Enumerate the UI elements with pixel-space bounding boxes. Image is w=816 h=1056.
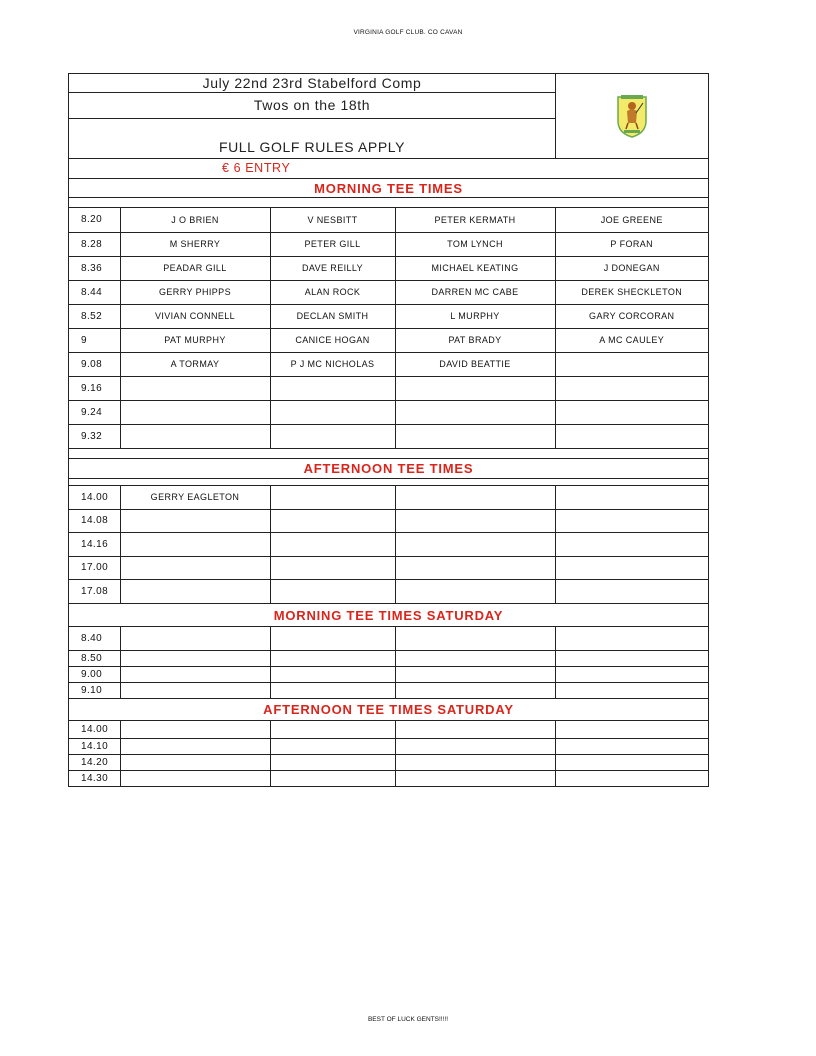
tee-time-row xyxy=(69,556,708,580)
player-slot xyxy=(395,683,555,699)
tee-time-row xyxy=(69,208,708,232)
player-slot xyxy=(555,667,708,683)
player-slot xyxy=(270,400,395,424)
tee-time: 17.08 xyxy=(69,580,120,604)
player-slot xyxy=(120,667,270,683)
player-slot xyxy=(120,683,270,699)
player-slot xyxy=(555,509,708,533)
player-slot xyxy=(270,533,395,557)
tee-time-row xyxy=(69,486,708,510)
tee-time: 9.32 xyxy=(69,424,120,448)
section-spacer xyxy=(69,198,708,208)
tee-time-row xyxy=(69,304,708,328)
player-slot xyxy=(395,376,555,400)
player-slot: JOE GREENE xyxy=(555,208,708,232)
tee-time: 14.16 xyxy=(69,533,120,557)
footer-message: BEST OF LUCK GENTS!!!!! xyxy=(367,1016,449,1023)
tee-time-row xyxy=(69,256,708,280)
player-slot: PETER GILL xyxy=(270,232,395,256)
tee-time: 17.00 xyxy=(69,556,120,580)
player-slot xyxy=(270,424,395,448)
player-slot: MICHAEL KEATING xyxy=(395,256,555,280)
player-slot xyxy=(120,400,270,424)
tee-time: 14.30 xyxy=(69,770,120,786)
club-name: VIRGINIA GOLF CLUB. CO CAVAN xyxy=(353,29,463,36)
player-slot xyxy=(555,400,708,424)
tee-time: 9.00 xyxy=(69,667,120,683)
player-slot: DARREN MC CABE xyxy=(395,280,555,304)
golf-club-crest-icon xyxy=(615,93,649,139)
tee-time-row xyxy=(69,754,708,770)
sheet-header xyxy=(69,73,708,158)
tee-time: 14.08 xyxy=(69,509,120,533)
tee-time-row xyxy=(69,509,708,533)
player-slot xyxy=(555,721,708,738)
tee-time: 8.52 xyxy=(69,304,120,328)
rules-note: FULL GOLF RULES APPLY xyxy=(218,139,406,155)
player-slot: PETER KERMATH xyxy=(395,208,555,232)
tee-time-row xyxy=(69,376,708,400)
tee-time-row xyxy=(69,667,708,683)
player-slot xyxy=(270,376,395,400)
player-slot: J DONEGAN xyxy=(555,256,708,280)
player-slot xyxy=(120,580,270,604)
morning-section-title: MORNING TEE TIMES xyxy=(69,178,708,198)
player-slot: L MURPHY xyxy=(395,304,555,328)
player-slot xyxy=(395,651,555,667)
player-slot xyxy=(120,533,270,557)
player-slot xyxy=(270,667,395,683)
tee-time: 9 xyxy=(69,328,120,352)
player-slot: DEREK SHECKLETON xyxy=(555,280,708,304)
saturday-morning-section-title: MORNING TEE TIMES SATURDAY xyxy=(69,604,708,627)
tee-sheet xyxy=(68,73,709,787)
player-slot xyxy=(270,580,395,604)
tee-time-row xyxy=(69,400,708,424)
player-slot: GERRY EAGLETON xyxy=(120,486,270,510)
tee-time-row xyxy=(69,651,708,667)
player-slot xyxy=(270,651,395,667)
tee-time: 8.50 xyxy=(69,651,120,667)
player-slot xyxy=(120,556,270,580)
player-slot xyxy=(395,754,555,770)
player-slot xyxy=(120,424,270,448)
player-slot xyxy=(555,770,708,786)
player-slot xyxy=(120,721,270,738)
saturday-afternoon-tee-table xyxy=(69,721,708,787)
afternoon-section-title: AFTERNOON TEE TIMES xyxy=(69,459,708,479)
tee-time: 9.16 xyxy=(69,376,120,400)
player-slot: PAT BRADY xyxy=(395,328,555,352)
entry-fee: € 6 ENTRY xyxy=(69,158,708,178)
player-slot: A MC CAULEY xyxy=(555,328,708,352)
player-slot xyxy=(555,556,708,580)
afternoon-tee-table xyxy=(69,486,708,604)
player-slot xyxy=(270,627,395,651)
player-slot xyxy=(555,580,708,604)
tee-time-row xyxy=(69,627,708,651)
player-slot xyxy=(395,667,555,683)
player-slot xyxy=(270,738,395,754)
player-slot xyxy=(555,651,708,667)
tee-time-row xyxy=(69,280,708,304)
player-slot xyxy=(555,533,708,557)
tee-time-row xyxy=(69,683,708,699)
tee-time-row xyxy=(69,424,708,448)
player-slot xyxy=(555,486,708,510)
section-spacer xyxy=(69,449,708,459)
tee-time-row xyxy=(69,533,708,557)
tee-time: 14.00 xyxy=(69,486,120,510)
player-slot xyxy=(395,509,555,533)
saturday-morning-tee-table xyxy=(69,627,708,700)
player-slot: TOM LYNCH xyxy=(395,232,555,256)
player-slot xyxy=(395,627,555,651)
player-slot xyxy=(270,770,395,786)
header-titles xyxy=(69,74,556,158)
tee-time: 8.44 xyxy=(69,280,120,304)
player-slot xyxy=(270,556,395,580)
player-slot: A TORMAY xyxy=(120,352,270,376)
tee-time: 14.10 xyxy=(69,738,120,754)
morning-tee-table xyxy=(69,208,708,449)
player-slot: ALAN ROCK xyxy=(270,280,395,304)
player-slot xyxy=(555,376,708,400)
player-slot xyxy=(555,627,708,651)
player-slot xyxy=(395,738,555,754)
player-slot: GARY CORCORAN xyxy=(555,304,708,328)
player-slot: P J MC NICHOLAS xyxy=(270,352,395,376)
player-slot: DAVID BEATTIE xyxy=(395,352,555,376)
player-slot: VIVIAN CONNELL xyxy=(120,304,270,328)
player-slot: J O BRIEN xyxy=(120,208,270,232)
player-slot xyxy=(270,683,395,699)
player-slot xyxy=(395,721,555,738)
tee-time-row xyxy=(69,721,708,738)
competition-subtitle: Twos on the 18th xyxy=(69,93,555,119)
tee-time-row xyxy=(69,770,708,786)
player-slot xyxy=(120,651,270,667)
section-spacer xyxy=(69,479,708,486)
club-logo xyxy=(556,74,708,158)
player-slot xyxy=(395,486,555,510)
tee-time: 14.20 xyxy=(69,754,120,770)
player-slot xyxy=(120,627,270,651)
player-slot xyxy=(120,738,270,754)
tee-time: 8.40 xyxy=(69,627,120,651)
player-slot xyxy=(395,533,555,557)
player-slot: P FORAN xyxy=(555,232,708,256)
player-slot xyxy=(395,770,555,786)
player-slot xyxy=(120,770,270,786)
tee-time: 8.20 xyxy=(69,208,120,232)
player-slot: PEADAR GILL xyxy=(120,256,270,280)
player-slot xyxy=(555,683,708,699)
tee-time: 8.36 xyxy=(69,256,120,280)
tee-time: 9.10 xyxy=(69,683,120,699)
tee-time-row xyxy=(69,328,708,352)
player-slot xyxy=(120,754,270,770)
player-slot xyxy=(270,721,395,738)
player-slot: DECLAN SMITH xyxy=(270,304,395,328)
player-slot xyxy=(395,424,555,448)
tee-time-row xyxy=(69,738,708,754)
player-slot xyxy=(395,556,555,580)
player-slot: PAT MURPHY xyxy=(120,328,270,352)
player-slot xyxy=(120,376,270,400)
tee-time: 9.08 xyxy=(69,352,120,376)
player-slot xyxy=(270,754,395,770)
tee-time: 14.00 xyxy=(69,721,120,738)
tee-time-row xyxy=(69,232,708,256)
player-slot xyxy=(555,352,708,376)
tee-time-row xyxy=(69,352,708,376)
player-slot: DAVE REILLY xyxy=(270,256,395,280)
tee-time-row xyxy=(69,580,708,604)
player-slot xyxy=(270,486,395,510)
player-slot xyxy=(120,509,270,533)
player-slot xyxy=(555,754,708,770)
saturday-afternoon-section-title: AFTERNOON TEE TIMES SATURDAY xyxy=(69,699,708,721)
player-slot: M SHERRY xyxy=(120,232,270,256)
tee-time: 9.24 xyxy=(69,400,120,424)
player-slot: V NESBITT xyxy=(270,208,395,232)
player-slot xyxy=(555,738,708,754)
player-slot xyxy=(395,400,555,424)
tee-time: 8.28 xyxy=(69,232,120,256)
competition-title: July 22nd 23rd Stabelford Comp xyxy=(69,74,555,93)
player-slot xyxy=(395,580,555,604)
player-slot xyxy=(270,509,395,533)
player-slot xyxy=(555,424,708,448)
player-slot: CANICE HOGAN xyxy=(270,328,395,352)
player-slot: GERRY PHIPPS xyxy=(120,280,270,304)
